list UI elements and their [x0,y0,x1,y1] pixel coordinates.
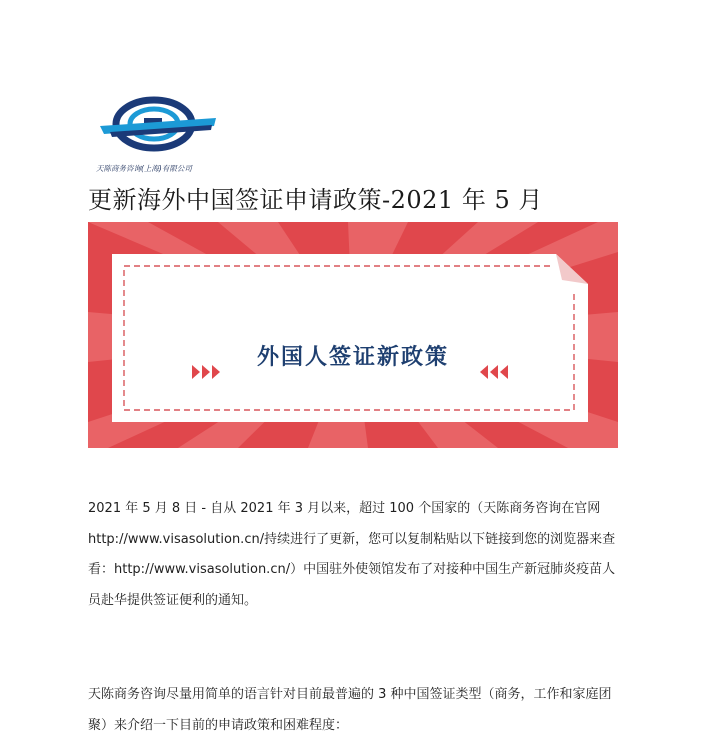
paragraph-visa-types: 天陈商务咨询尽量用简单的语言针对目前最普遍的 3 种中国签证类型（商务，工作和家庭团聚）来介绍一下目前的申请政策和困难程度： [88,687,612,733]
banner-image [88,222,618,448]
logo-caption: 天陈商务咨询(上海)有限公司 [96,164,192,173]
paragraph-intro: 2021 年 5 月 8 日 - 自从 2021 年 3 月以来，超过 100 个国家的（天陈商务咨询在官网 http://www.visasolution.cn/持续进行了更新，您可以复制粘贴以下链接到您的浏览器来查看：http://www.visasolution.cn/）中国驻外使领馆发布了对接种中国生产新冠肺炎疫苗人员赴华提供签证便利的通知。 [88,501,616,608]
page-title: 更新海外中国签证申请政策-2021 年 5 月 [88,186,543,214]
banner-title: 外国人签证新政策 [256,344,449,370]
company-logo-icon [96,92,236,172]
